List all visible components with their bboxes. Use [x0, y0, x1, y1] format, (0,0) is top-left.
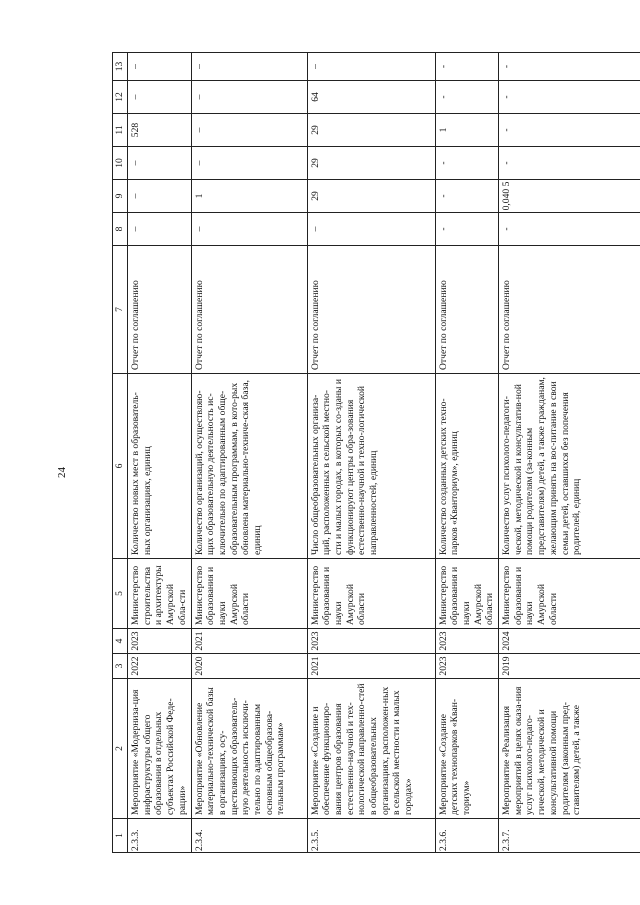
header-cell: 2	[113, 679, 128, 819]
header-cell: 13	[113, 53, 128, 81]
measure-code: 2.3.5.	[307, 819, 435, 853]
value-col-11: -	[499, 114, 640, 147]
measure-name: Мероприятие «Обновление материально-технической базы в организациях, осу-ществляющих образователь-ную деятельность исключи-тельно по адаптированным основным общеобразова-тельным программам»	[191, 679, 307, 819]
table-row	[435, 53, 499, 853]
indicator: Число общеобразовательных организа-ций, расположенных в сельской местно-сти и малых городах, в которых со-зданы и функционируют центры обра-зования естественно-научной и техно-логической направленностей, единиц	[307, 374, 435, 559]
indicator: Количество организаций, осуществляю-щих образовательную деятельность ис-ключительно по адаптированным обще-образовательным программам, в кото-рых обновлена материально-техниче-ская база, единиц	[191, 374, 307, 559]
measure-name: Мероприятие «Создание детских технопарков «Кван-ториум»	[435, 679, 499, 819]
header-cell: 1	[113, 819, 128, 853]
value-col-9: –	[128, 180, 192, 213]
value-col-11: –	[191, 114, 307, 147]
executor: Министерство образования и науки Амурской области	[435, 559, 499, 629]
measure-name: Мероприятие «Реализация мероприятий в целях оказа-ния услуг психолого-педаго-гической, методической и консультативной помощи родителям (законным пред-ставителям) детей, а также	[499, 679, 640, 819]
end-year: 2024	[499, 629, 640, 654]
executor: Министерство строительства и архитектуры Амурской обла-сти	[128, 559, 192, 629]
measure-code: 2.3.3.	[128, 819, 192, 853]
value-col-8: –	[307, 213, 435, 246]
value-col-9: 1	[191, 180, 307, 213]
start-year: 2021	[307, 654, 435, 679]
table-row	[499, 53, 640, 853]
header-cell: 11	[113, 114, 128, 147]
end-year: 2023	[435, 629, 499, 654]
value-col-8: –	[128, 213, 192, 246]
measure-code: 2.3.7.	[499, 819, 640, 853]
value-col-9: -	[435, 180, 499, 213]
value-col-12: 64	[307, 81, 435, 114]
value-col-13: –	[191, 53, 307, 81]
value-col-10: 29	[307, 147, 435, 180]
start-year: 2023	[435, 654, 499, 679]
table-row	[307, 53, 435, 853]
rotated-table-container	[112, 53, 632, 853]
value-col-12: –	[191, 81, 307, 114]
value-col-13: –	[128, 53, 192, 81]
value-col-10: –	[128, 147, 192, 180]
header-row	[113, 53, 128, 853]
report-form: Отчет по соглашению	[435, 246, 499, 374]
measure-code: 2.3.4.	[191, 819, 307, 853]
start-year: 2020	[191, 654, 307, 679]
report-form: Отчет по соглашению	[499, 246, 640, 374]
value-col-10: -	[499, 147, 640, 180]
value-col-13: –	[307, 53, 435, 81]
indicator: Количество новых мест в образователь-ных организациях, единиц	[128, 374, 192, 559]
executor: Министерство образования и науки Амурской области	[307, 559, 435, 629]
value-col-9: 0,040 5	[499, 180, 640, 213]
header-cell: 8	[113, 213, 128, 246]
header-cell: 3	[113, 654, 128, 679]
header-cell: 7	[113, 246, 128, 374]
end-year: 2021	[191, 629, 307, 654]
value-col-8: -	[435, 213, 499, 246]
value-col-10: –	[191, 147, 307, 180]
executor: Министерство образования и науки Амурской области	[499, 559, 640, 629]
end-year: 2023	[128, 629, 192, 654]
executor: Министерство образования и науки Амурской области	[191, 559, 307, 629]
value-col-12: -	[499, 81, 640, 114]
program-measures-table	[112, 52, 640, 853]
header-cell: 12	[113, 81, 128, 114]
header-cell: 6	[113, 374, 128, 559]
value-col-13: -	[499, 53, 640, 81]
indicator: Количество услуг психолого-педагоги-ческой, методической и консультатив-ной помощи родителям (за-конным представителям) детей, а также гражданам, желающим принять на вос-питание в свои семьи детей, оставшихся без попечения родителей, единиц	[499, 374, 640, 559]
header-cell: 5	[113, 559, 128, 629]
value-col-9: 29	[307, 180, 435, 213]
value-col-8: –	[191, 213, 307, 246]
value-col-11: 528	[128, 114, 192, 147]
value-col-8: -	[499, 213, 640, 246]
page-number: 24	[56, 467, 68, 478]
report-form: Отчет по соглашению	[307, 246, 435, 374]
table-row	[191, 53, 307, 853]
value-col-12: –	[128, 81, 192, 114]
header-cell: 9	[113, 180, 128, 213]
start-year: 2022	[128, 654, 192, 679]
measure-code: 2.3.6.	[435, 819, 499, 853]
header-cell: 10	[113, 147, 128, 180]
value-col-11: 1	[435, 114, 499, 147]
end-year: 2023	[307, 629, 435, 654]
indicator: Количество созданных детских техно-парков «Кванториум», единиц	[435, 374, 499, 559]
header-cell: 4	[113, 629, 128, 654]
report-form: Отчет по соглашению	[128, 246, 192, 374]
table-row	[128, 53, 192, 853]
start-year: 2019	[499, 654, 640, 679]
value-col-10: -	[435, 147, 499, 180]
value-col-13: -	[435, 53, 499, 81]
value-col-11: 29	[307, 114, 435, 147]
measure-name: Мероприятие «Создание и обеспечение функциониро-вания центров образования естественно-научной и тех-нологической направленно-стей в общеобразовательных организациях, расположен-ных в сельской местности и малых городах»	[307, 679, 435, 819]
value-col-12: -	[435, 81, 499, 114]
measure-name: Мероприятие «Модерниза-ция инфраструктуры общего образования в отдельных субъектах Российской Феде-рации»	[128, 679, 192, 819]
report-form: Отчет по соглашению	[191, 246, 307, 374]
